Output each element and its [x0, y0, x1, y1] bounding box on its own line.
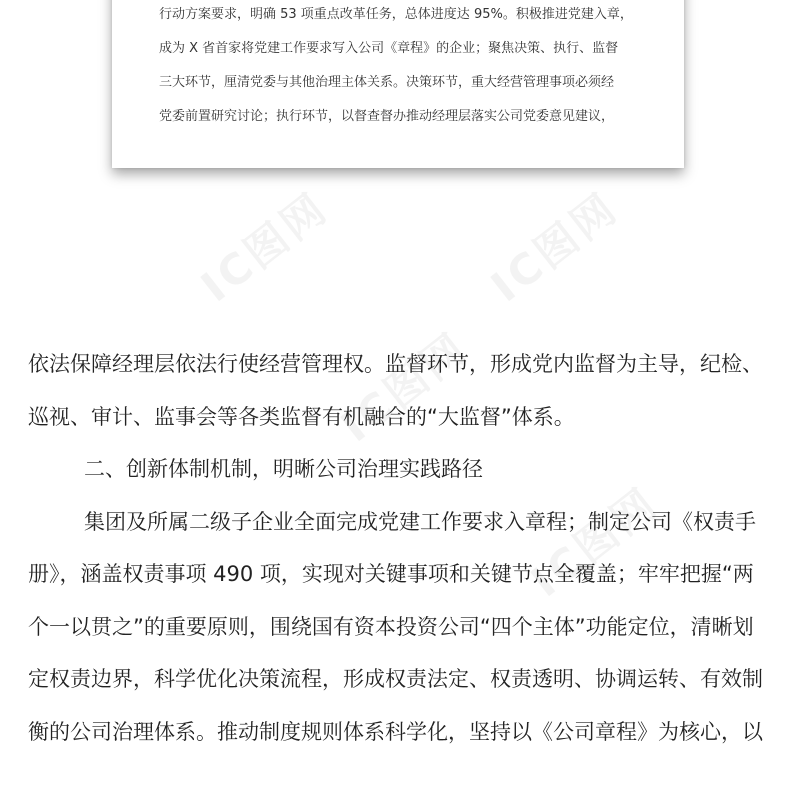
watermark-logo: IC图网 — [481, 182, 628, 312]
body-line: 集团及所属二级子企业全面完成党建工作要求入章程；制定公司《权责手 — [84, 509, 756, 534]
card-text-block — [159, 0, 659, 134]
body-line: 依法保障经理层依法行使经营管理权。监督环节，形成党内监督为主导，纪检、 — [28, 352, 763, 376]
watermark-logo: IC图网 — [331, 322, 478, 452]
watermark-logo: IC图网 — [191, 182, 338, 312]
body-line: 定权责边界，科学优化决策流程，形成权责法定、权责透明、协调运转、有效制 — [28, 667, 763, 691]
card-line: 党委前置研究讨论；执行环节，以督查督办推动经理层落实公司党委意见建议， — [159, 109, 615, 124]
body-line: 衡的公司治理体系。推动制度规则体系科学化，坚持以《公司章程》为核心，以 — [28, 719, 763, 744]
card-line: 三大环节，厘清党委与其他治理主体关系。决策环节，重大经营管理事项必须经 — [159, 75, 615, 90]
card-line: 行动方案要求，明确 53 项重点改革任务，总体进度达 95%。积极推进党建入章， — [159, 7, 633, 22]
body-line: 个一以贯之”的重要原则，围绕国有资本投资公司“四个主体”功能定位，清晰划 — [28, 614, 754, 639]
section-heading: 二、创新体制机制，明晰公司治理实践路径 — [84, 457, 483, 481]
body-line: 巡视、审计、监事会等各类监督有机融合的“大监督”体系。 — [28, 404, 575, 429]
document-image-card — [112, 0, 684, 168]
body-line: 册》，涵盖权责事项 490 项，实现对关键事项和关键节点全覆盖；牢牢把握“两 — [28, 562, 754, 586]
card-line: 成为 X 省首家将党建工作要求写入公司《章程》的企业；聚焦决策、执行、监督 — [159, 41, 619, 56]
document-body — [28, 338, 788, 758]
watermark-logo: IC图网 — [521, 477, 668, 607]
